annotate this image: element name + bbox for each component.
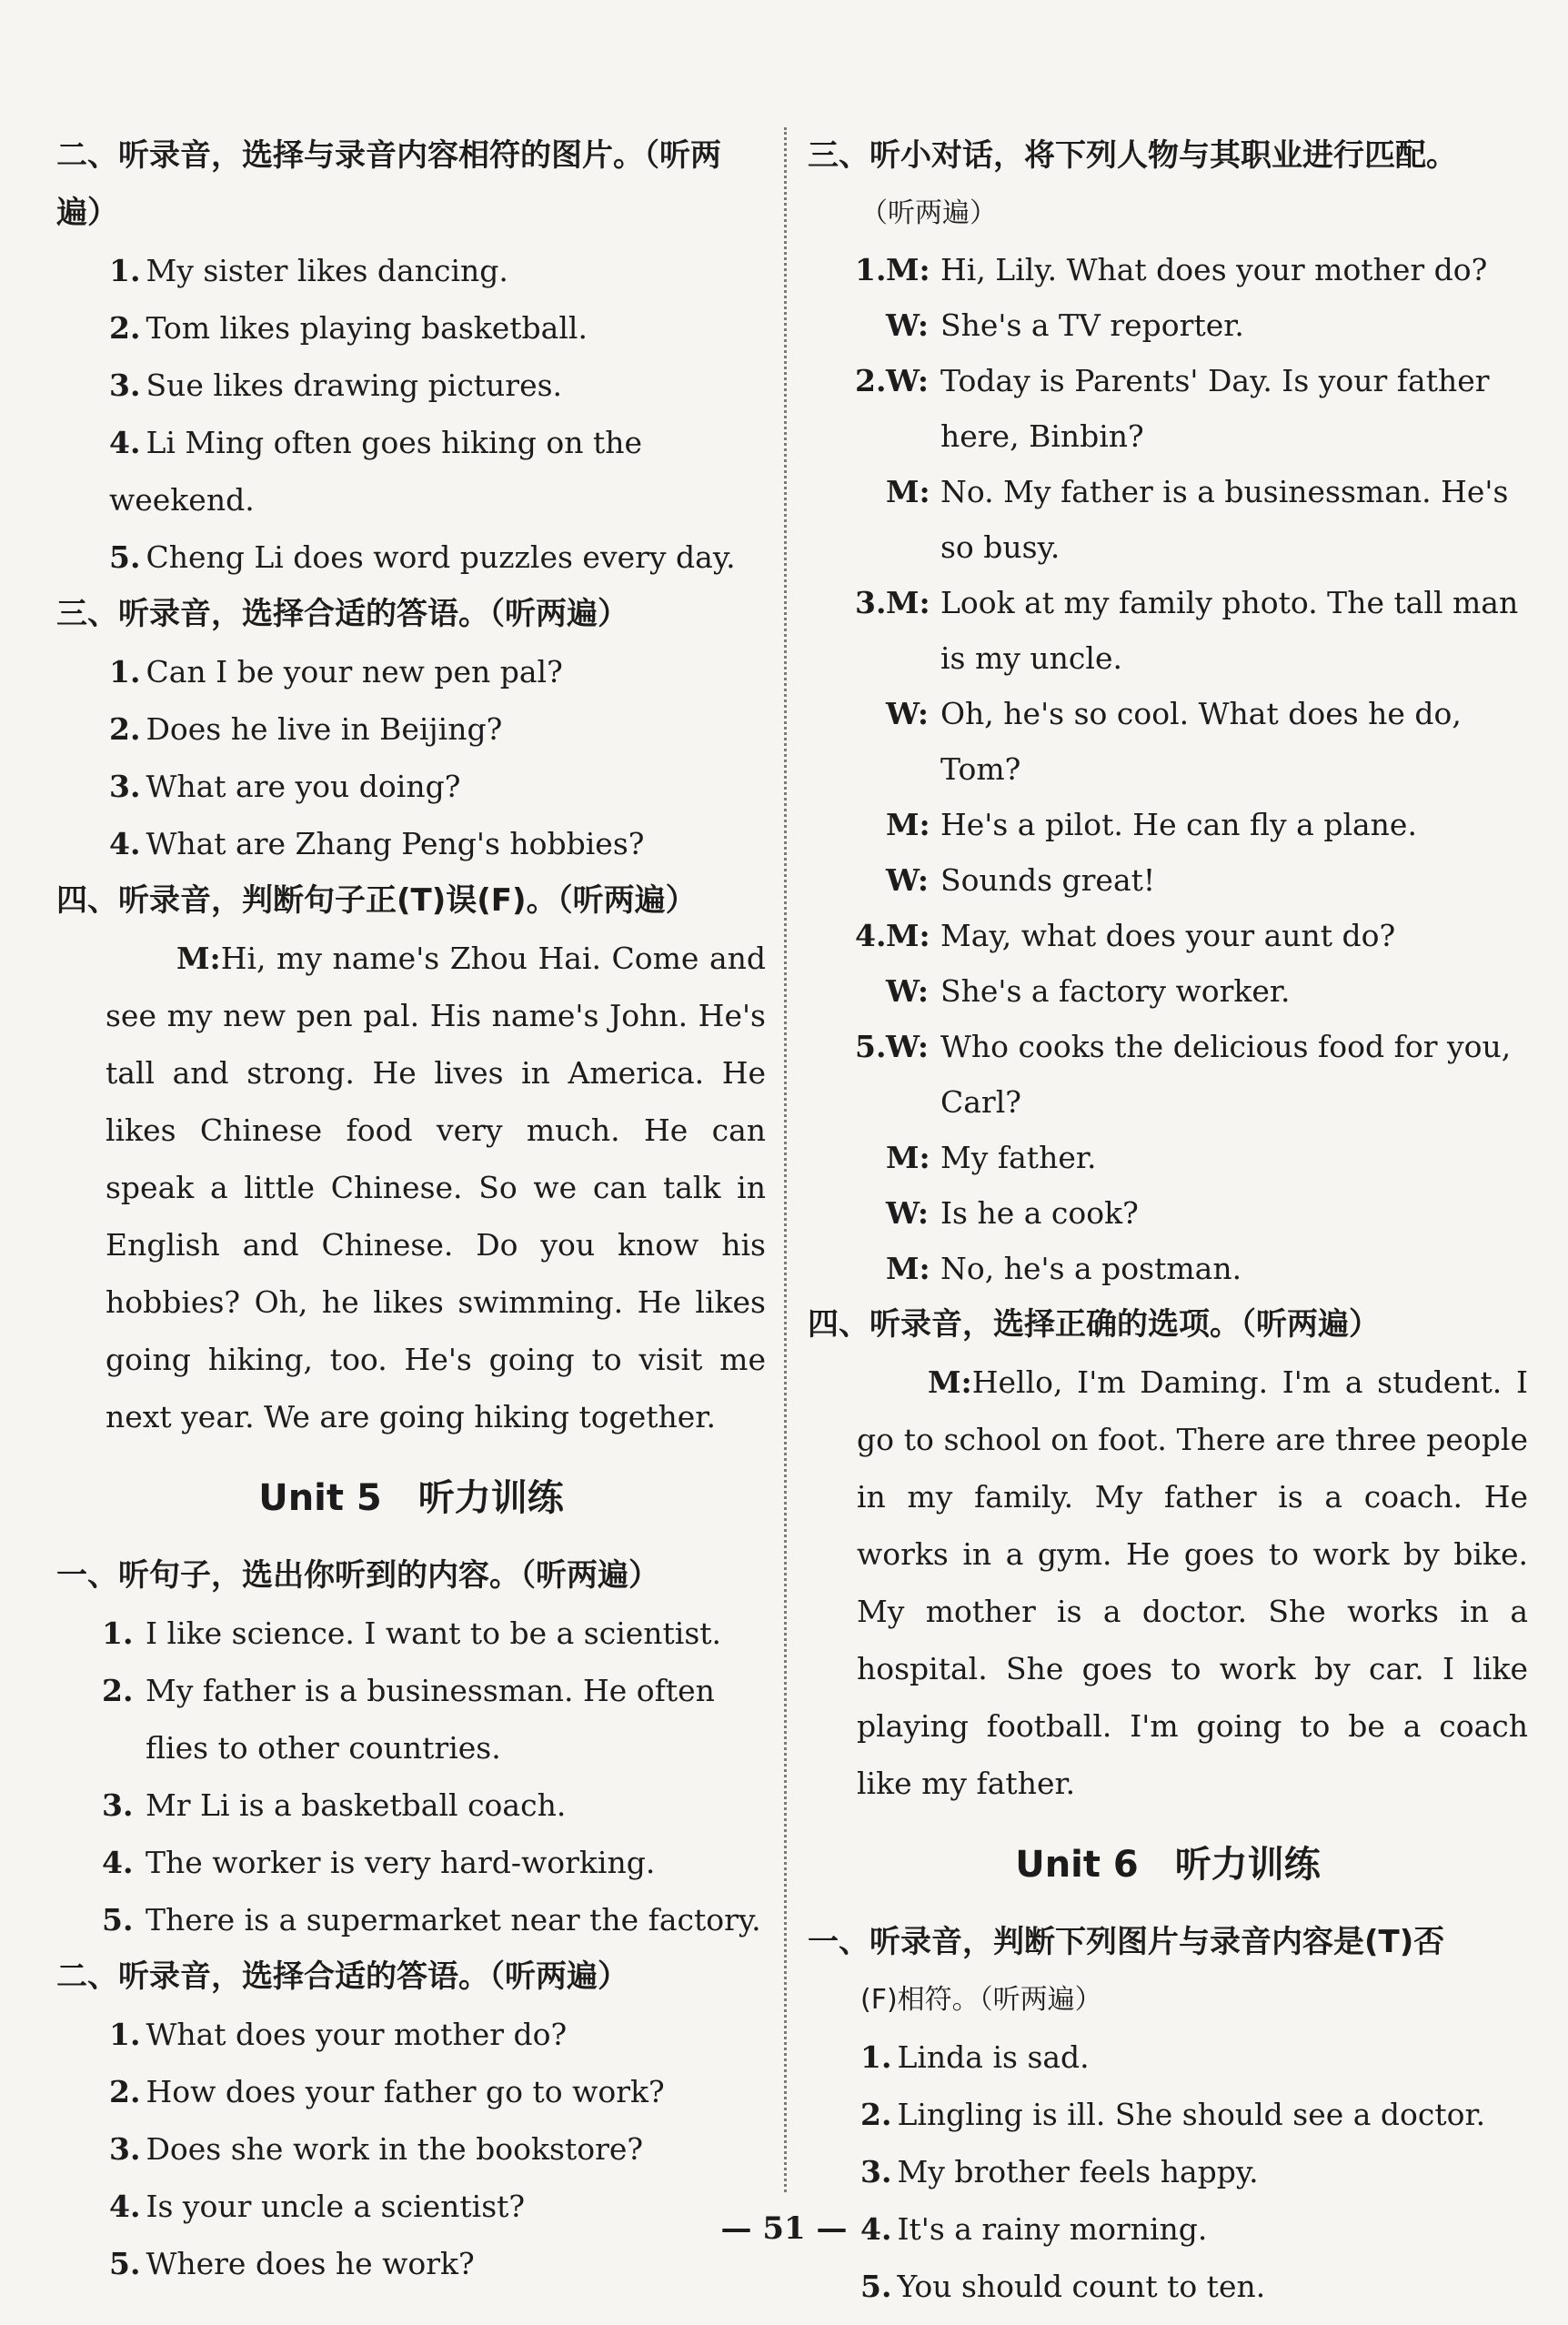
item-number: 1. [109, 2017, 141, 2052]
dialogue-text: He's a pilot. He can fly a plane. [940, 807, 1417, 842]
speaker-label: W: [886, 1029, 930, 1064]
list-item [56, 2006, 766, 2063]
dialogue-text: Hi, Lily. What does your mother do? [940, 252, 1488, 287]
item-text: Can I be your new pen pal? [146, 654, 563, 689]
dialogue-text: Sounds great! [940, 862, 1156, 898]
item-number: 1. [109, 253, 141, 288]
speaker-label: M: [886, 918, 930, 953]
item-text: Sue likes drawing pictures. [146, 367, 563, 403]
item-text: Where does he work? [146, 2246, 475, 2281]
list-item [56, 1776, 766, 1834]
item-text: Does she work in the bookstore? [146, 2131, 644, 2167]
item-number: 1. [109, 654, 141, 689]
list-item [56, 242, 766, 299]
item-text: I like science. I want to be a scientist. [146, 1615, 722, 1651]
section-title-text: 三、听小对话，将下列人物与其职业进行匹配。 [808, 137, 1457, 174]
dialogue-text: Today is Parents' Day. Is your father here, Binbin? [940, 363, 1490, 454]
item-list [56, 1605, 766, 1948]
speaker-label: M: [886, 585, 930, 620]
speaker-label: M: [886, 1251, 930, 1286]
item-number: 5. [860, 2269, 892, 2304]
page-number: — 51 — [720, 2210, 848, 2247]
item-text: Does he live in Beijing? [146, 711, 503, 747]
item-list [56, 2006, 766, 2292]
list-item [56, 643, 766, 700]
item-number: 1. [102, 1615, 134, 1651]
item-number: 3. [109, 2131, 141, 2167]
section-title [808, 127, 1528, 242]
dialogue-line [808, 908, 1528, 963]
dialogue-text: She's a TV reporter. [940, 307, 1244, 343]
item-number: 2. [109, 310, 141, 346]
item-number: 3. [860, 2154, 892, 2189]
listening-passage [56, 930, 766, 1445]
unit-title: Unit 5 听力训练 [258, 1477, 564, 1519]
dialogue-line [808, 464, 1528, 575]
dialogue-text: She's a factory worker. [940, 973, 1291, 1009]
list-item [56, 700, 766, 758]
dialogue-line [808, 686, 1528, 797]
dialogue-line [808, 297, 1528, 353]
item-text: My brother feels happy. [897, 2154, 1259, 2189]
item-number: 2. [855, 363, 887, 398]
dialogue-line [808, 797, 1528, 852]
dialogue-line [808, 1241, 1528, 1296]
section-title: 一、听句子，选出你听到的内容。（听两遍） [56, 1557, 659, 1594]
section-subtitle: （听两遍） [860, 197, 997, 229]
dialogue-text: My father. [940, 1140, 1097, 1175]
item-number: 2. [109, 2074, 141, 2109]
speaker-label: M: [176, 941, 221, 976]
speaker-label: W: [886, 862, 930, 898]
item-list [56, 643, 766, 872]
dialogue-line [808, 353, 1528, 464]
right-column [808, 127, 1528, 2315]
item-text: Tom likes playing basketball. [146, 310, 588, 346]
dialogue-line [808, 242, 1528, 297]
item-number: 4. [855, 918, 887, 953]
item-number: 4. [109, 2189, 141, 2224]
listening-passage [808, 1354, 1528, 1812]
item-number: 4. [109, 826, 141, 861]
dialogue-text: No, he's a postman. [940, 1251, 1242, 1286]
item-text: My father is a businessman. He often flies to other countries. [146, 1673, 715, 1766]
item-number: 4. [109, 425, 141, 460]
list-item [56, 1662, 766, 1776]
list-item [56, 2120, 766, 2178]
list-item [56, 528, 766, 586]
speaker-label: M: [886, 1140, 930, 1175]
item-text: What does your mother do? [146, 2017, 568, 2052]
dialogue-line [808, 1130, 1528, 1185]
section-title: 四、听录音，判断句子正(T)误(F)。（听两遍） [56, 882, 697, 919]
item-text: What are you doing? [146, 769, 461, 804]
item-number: 2. [109, 711, 141, 747]
item-number: 3. [855, 585, 887, 620]
speaker-label: M: [928, 1364, 972, 1400]
passage-text: Hi, my name's Zhou Hai. Come and see my new pen pal. His name's John. He's tall and strong. He lives in America. He likes Chinese food very much. He can speak a little Chinese. So we can talk in English and Chinese. Do you know his hobbies? Oh, he likes swimming. He likes going hiking, too. He's going to visit me next year. We are going hiking together. [106, 941, 766, 1434]
item-text: The worker is very hard-working. [146, 1845, 656, 1880]
dialogue-line [808, 963, 1528, 1019]
item-number: 1. [860, 2039, 892, 2075]
section-title: 二、听录音，选择与录音内容相符的图片。（听两遍） [56, 137, 721, 231]
dialogue-line [808, 1019, 1528, 1130]
item-text: You should count to ten. [897, 2269, 1266, 2304]
item-text: Is your uncle a scientist? [146, 2189, 526, 2224]
item-text: There is a supermarket near the factory. [146, 1902, 761, 1938]
list-item [56, 1605, 766, 1662]
speaker-label: W: [886, 696, 930, 731]
unit-title: Unit 6 听力训练 [1015, 1844, 1321, 1886]
item-text: How does your father go to work? [146, 2074, 665, 2109]
speaker-label: M: [886, 252, 930, 287]
list-item [56, 1891, 766, 1948]
section-title: 二、听录音，选择合适的答语。（听两遍） [56, 1958, 628, 1995]
speaker-label: W: [886, 363, 930, 398]
section-subtitle: (F)相符。（听两遍） [860, 1984, 1102, 2016]
speaker-label: W: [886, 973, 930, 1009]
item-number: 5. [109, 539, 141, 575]
dialogue-text: No. My father is a businessman. He's so busy. [940, 474, 1509, 565]
speaker-label: W: [886, 307, 930, 343]
section-title [808, 1914, 1528, 2028]
speaker-label: W: [886, 1195, 930, 1231]
item-text: My sister likes dancing. [146, 253, 508, 288]
item-text: Mr Li is a basketball coach. [146, 1787, 567, 1823]
item-number: 3. [109, 769, 141, 804]
item-number: 5. [102, 1902, 134, 1938]
item-text: What are Zhang Peng's hobbies? [146, 826, 645, 861]
list-item [56, 2063, 766, 2120]
dialogue-line [808, 575, 1528, 686]
list-item [56, 357, 766, 414]
item-text: It's a rainy morning. [897, 2211, 1208, 2247]
section-title: 四、听录音，选择正确的选项。（听两遍） [808, 1306, 1380, 1343]
item-text: Linda is sad. [897, 2039, 1090, 2075]
item-number: 3. [109, 367, 141, 403]
list-item [56, 815, 766, 872]
item-number: 3. [102, 1787, 134, 1823]
item-list [56, 242, 766, 586]
list-item [808, 2086, 1528, 2143]
item-text: Li Ming often goes hiking on the weekend. [109, 425, 643, 518]
section-title-text: 一、听录音，判断下列图片与录音内容是(T)否 [808, 1924, 1445, 1960]
item-text: Cheng Li does word puzzles every day. [146, 539, 736, 575]
item-list [808, 2028, 1528, 2315]
list-item [808, 2143, 1528, 2200]
list-item [56, 414, 766, 528]
list-item [56, 299, 766, 357]
item-number: 4. [102, 1845, 134, 1880]
item-number: 4. [860, 2211, 892, 2247]
list-item [56, 758, 766, 815]
list-item [56, 1834, 766, 1891]
section-title: 三、听录音，选择合适的答语。（听两遍） [56, 596, 628, 632]
column-divider [784, 127, 787, 2192]
dialogue-line [808, 852, 1528, 908]
item-text: Lingling is ill. She should see a doctor. [897, 2097, 1486, 2132]
item-number: 2. [860, 2097, 892, 2132]
passage-text: Hello, I'm Daming. I'm a student. I go to school on foot. There are three people in my family. My father is a coach. He works in a gym. He goes to work by bike. My mother is a doctor. She works in a hospital. She goes to work by car. I like playing football. I'm going to be a coach like my father. [857, 1364, 1528, 1801]
dialogue-text: Who cooks the delicious food for you, Carl? [940, 1029, 1512, 1120]
dialogue-text: Oh, he's so cool. What does he do, Tom? [940, 696, 1462, 787]
item-number: 1. [855, 252, 887, 287]
item-number: 5. [109, 2246, 141, 2281]
left-column [56, 127, 766, 2292]
dialogue-text: Is he a cook? [940, 1195, 1139, 1231]
dialogue-list [808, 242, 1528, 1296]
list-item [808, 2028, 1528, 2086]
speaker-label: M: [886, 474, 930, 509]
dialogue-text: Look at my family photo. The tall man is my uncle. [940, 585, 1519, 676]
item-number: 2. [102, 1673, 134, 1708]
dialogue-line [808, 1185, 1528, 1241]
list-item [808, 2258, 1528, 2315]
speaker-label: M: [886, 807, 930, 842]
dialogue-text: May, what does your aunt do? [940, 918, 1396, 953]
item-number: 5. [855, 1029, 887, 1064]
